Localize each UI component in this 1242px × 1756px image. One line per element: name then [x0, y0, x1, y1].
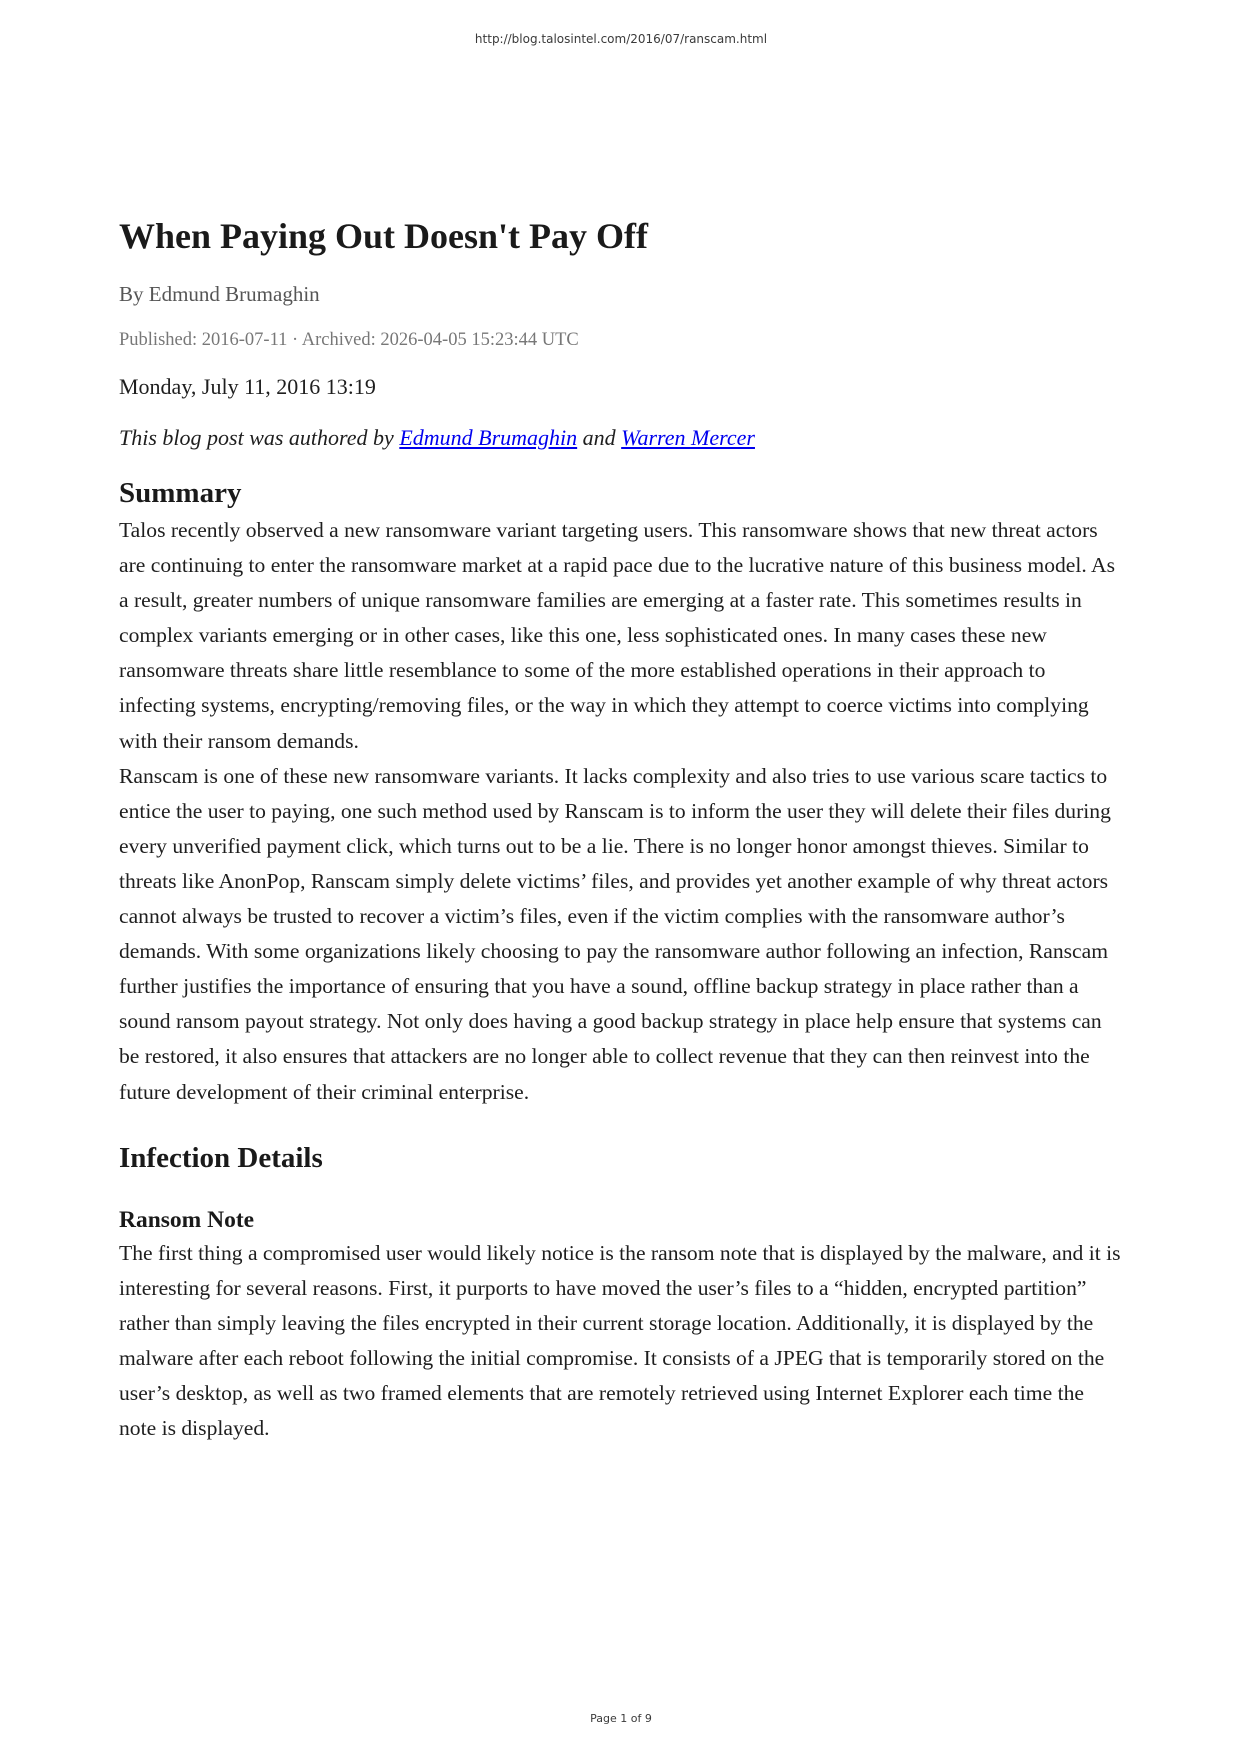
summary-paragraph-1: Talos recently observed a new ransomware variant targeting users. This ransomware shows that new threat actors are continuing to enter the ransomware market at a rapid pace due to the lucrative nature of this business model. As a result, greater numbers of unique ransomware families are emerging at a faster rate. This sometimes results in complex variants emerging or in other cases, like this one, less sophisticated ones. In many cases these new ransomware threats share little resemblance to some of the more established operations in their approach to infecting systems, encrypting/removing files, or the way in which they attempt to coerce victims into complying with their ransom demands. [119, 518, 1115, 753]
infection-details-heading: Infection Details [119, 1141, 323, 1174]
ransom-note-heading: Ransom Note [119, 1206, 255, 1233]
credit-and: and [582, 425, 616, 450]
article-byline: By Edmund Brumaghin [119, 282, 320, 306]
page-url-header: http://blog.talosintel.com/2016/07/ranscam.html [474, 32, 768, 46]
ransom-note-paragraph: The first thing a compromised user would likely notice is the ransom note that is displayed by the malware, and it is interesting for several reasons. First, it purports to have moved the user’s files to a “hidden, encrypted partition” rather than simply leaving the files encrypted in their current storage location. Additionally, it is displayed by the malware after each reboot following the initial compromise. It consists of a JPEG that is temporarily stored on the user’s desktop, as well as two framed elements that are remotely retrieved using Internet Explorer each time the note is displayed. [119, 1240, 1121, 1441]
summary-heading: Summary [119, 477, 242, 509]
author-credit [119, 423, 1124, 453]
author-link-warren-mercer[interactable]: Warren Mercer [621, 425, 755, 450]
article-title: When Paying Out Doesn't Pay Off [119, 216, 649, 256]
article [119, 212, 1124, 1446]
article-meta: Published: 2016-07-11 · Archived: 2026-04-05 15:23:44 UTC [119, 330, 579, 350]
summary-paragraph-2: Ranscam is one of these new ransomware variants. It lacks complexity and also tries to use various scare tactics to entice the user to paying, one such method used by Ranscam is to inform the user they will delete their files during every unverified payment click, which turns out to be a lie. There is no longer honor amongst thieves. Similar to threats like AnonPop, Ranscam simply delete victims’ files, and provides yet another example of why threat actors cannot always be trusted to recover a victim’s files, even if the victim complies with the ransomware author’s demands. With some organizations likely choosing to pay the ransomware author following an infection, Ranscam further justifies the importance of ensuring that you have a sound, offline backup strategy in place rather than a sound ransom payout strategy. Not only does having a good backup strategy in place help ensure that systems can be restored, it also ensures that attackers are no longer able to collect revenue that they can then reinvest into the future development of their criminal enterprise. [119, 763, 1111, 1104]
author-link-edmund-brumaghin[interactable]: Edmund Brumaghin [399, 425, 578, 450]
credit-prefix: This blog post was authored by [119, 425, 394, 450]
page-number: Page 1 of 9 [590, 1712, 652, 1725]
article-date: Monday, July 11, 2016 13:19 [119, 374, 376, 399]
